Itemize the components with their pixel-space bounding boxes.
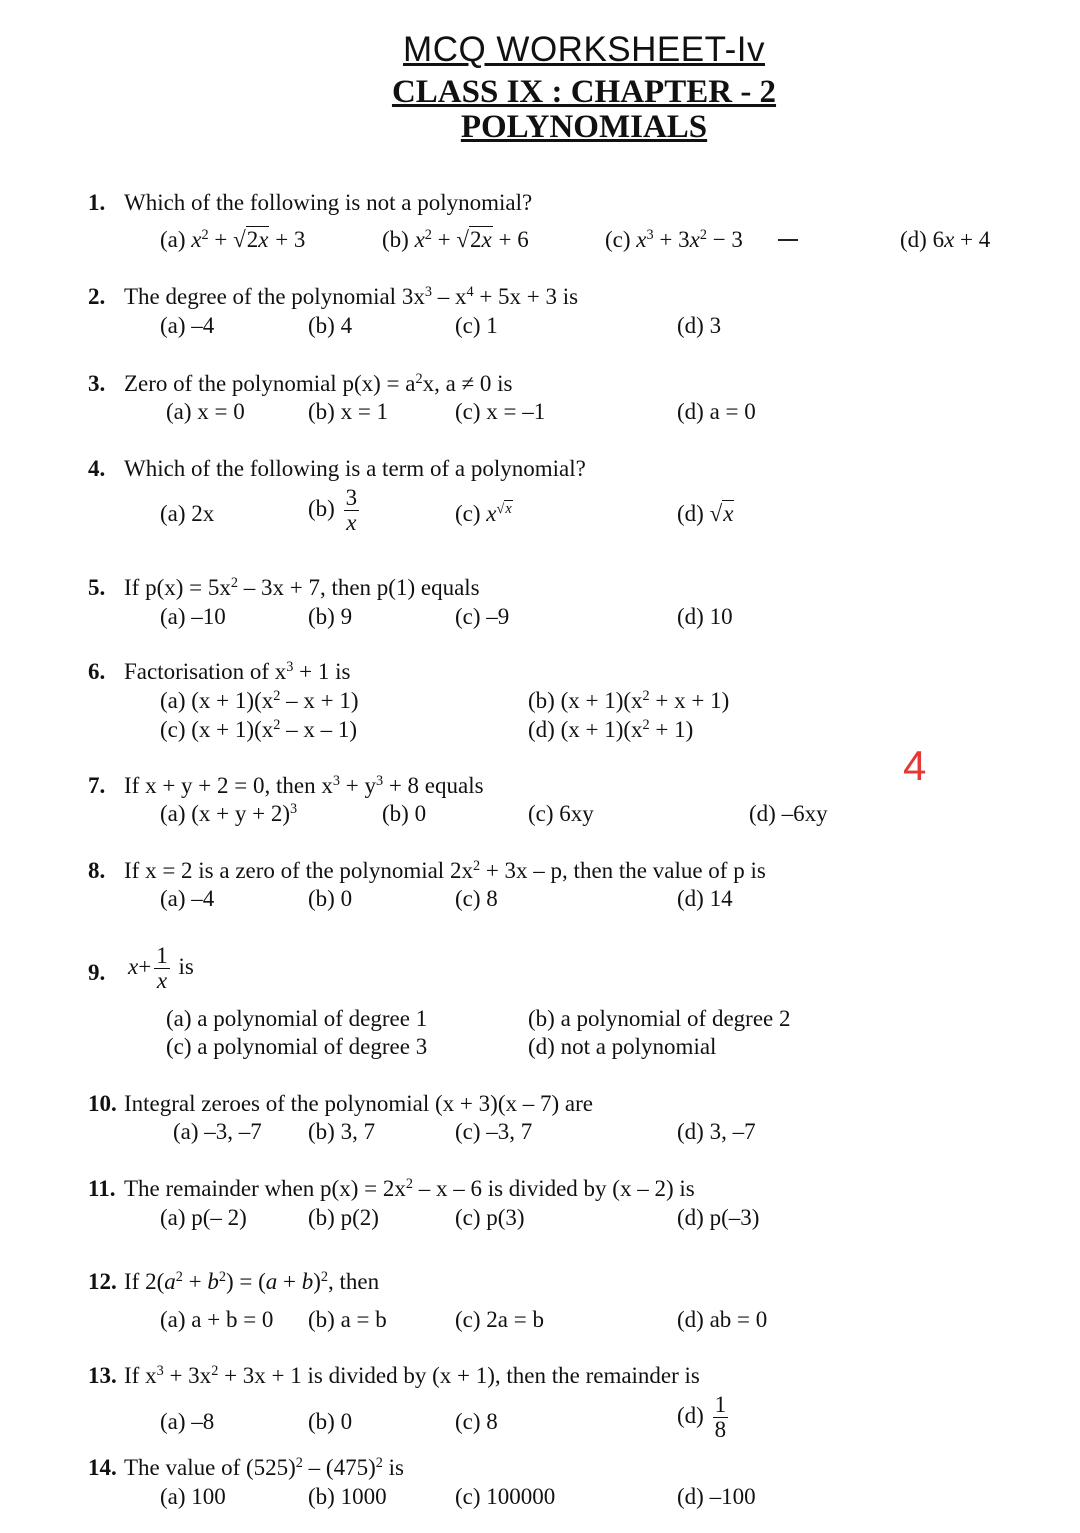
question-option: (b) $x^2 + √2x + 6$	[382, 227, 529, 252]
question-text: If x + y + 2 = 0, then $x^3 + y^3 + 8$ equals	[124, 773, 484, 798]
question-option: (c) x = –1	[455, 399, 546, 424]
question-text: Which of the following is a term of a polynomial?	[124, 456, 586, 481]
question-option: (d) not a polynomial	[528, 1034, 717, 1059]
question-number: 13.	[88, 1363, 117, 1388]
question-option: (d) √x	[677, 501, 734, 526]
question-option: (d) 10	[677, 604, 733, 629]
question-option: (a) $(x + y + 2)^3$	[160, 801, 298, 826]
question-option: (c) 1	[455, 313, 498, 338]
question-option: (d) $(x + 1)(x^2 + 1)$	[528, 717, 694, 742]
question-number: 2.	[88, 284, 106, 309]
question-option: (d) –100	[677, 1484, 756, 1509]
worksheet-title: MCQ WORKSHEET-Iv	[403, 30, 765, 69]
question-option: (c) 2a = b	[455, 1307, 544, 1332]
question-number: 5.	[88, 575, 106, 600]
question-option: (b) a = b	[308, 1307, 387, 1332]
answer-tick-mark	[778, 239, 798, 241]
question-option: (c) a polynomial of degree 3	[166, 1034, 428, 1059]
question-option: (c) p(3)	[455, 1205, 525, 1230]
question-number: 9.	[88, 960, 106, 985]
question-text: If $x^3 + 3x^2 + 3x + 1$ is divided by (x + 1), then the remainder is	[124, 1363, 700, 1388]
question-option: (d) 3	[677, 313, 722, 338]
question-option: (b) 3, 7	[308, 1119, 376, 1144]
question-option: (b) 0	[308, 1409, 353, 1434]
class-chapter-heading: CLASS IX : CHAPTER - 2	[391, 74, 777, 110]
question-option: (a) a polynomial of degree 1	[166, 1006, 428, 1031]
question-text: If $p(x) = 5x^2 - 3x + 7$, then p(1) equals	[124, 575, 480, 600]
question-option: (d) 3, –7	[677, 1119, 756, 1144]
question-text: The degree of the polynomial $3x^3 - x^4 + 5x + 3$ is	[124, 284, 579, 309]
question-text: x+ $\frac{1}{x}$ is	[128, 943, 194, 994]
question-text: Zero of the polynomial $p(x) = a^2x$, a ≠ 0 is	[124, 371, 513, 396]
question-option: (b) 0	[308, 886, 353, 911]
question-option: (c) $(x + 1)(x^2 - x - 1)$	[160, 717, 358, 742]
question-option: (d) 14	[677, 886, 733, 911]
question-number: 10.	[88, 1091, 117, 1116]
question-number: 4.	[88, 456, 106, 481]
question-option: (d) ab = 0	[677, 1307, 768, 1332]
question-option: (d) 6x + 4	[900, 227, 991, 252]
question-option: (c) –9	[455, 604, 510, 629]
question-option: (a) –8	[160, 1409, 215, 1434]
question-option: (a) –10	[160, 604, 226, 629]
question-option: (b) 9	[308, 604, 353, 629]
question-option: (a) –4	[160, 313, 215, 338]
question-option: (a) –4	[160, 886, 215, 911]
question-option: (b) 0	[382, 801, 427, 826]
question-text: If x = 2 is a zero of the polynomial $2x^2 + 3x - p$, then the value of p is	[124, 858, 766, 883]
question-option: (c) $x^3 + 3x^2 - 3$	[605, 227, 743, 252]
question-option: (a) $x^2 + √2x + 3$	[160, 227, 306, 252]
question-option: (d) –6xy	[749, 801, 828, 826]
topic-heading: POLYNOMIALS	[460, 109, 708, 145]
question-number: 8.	[88, 858, 106, 883]
question-option: (d) p(–3)	[677, 1205, 760, 1230]
question-text: Integral zeroes of the polynomial (x + 3)(x – 7) are	[124, 1091, 593, 1116]
question-option: (c) 8	[455, 1409, 498, 1434]
question-text: The remainder when $p(x) = 2x^2 - x - 6$ is divided by (x – 2) is	[124, 1176, 695, 1201]
question-text: Which of the following is not a polynomial?	[124, 190, 533, 215]
question-option: (a) p(– 2)	[160, 1205, 247, 1230]
question-option: (a) $(x + 1)(x^2 - x + 1)$	[160, 688, 359, 713]
question-option: (c) 6xy	[528, 801, 594, 826]
question-text: The value of $(525)^2 - (475)^2$ is	[124, 1455, 404, 1480]
question-text: Factorisation of $x^3 + 1$ is	[124, 659, 351, 684]
question-option: (a) 100	[160, 1484, 226, 1509]
question-option: (a) 2x	[160, 501, 215, 526]
question-option: (b) a polynomial of degree 2	[528, 1006, 791, 1031]
question-number: 6.	[88, 659, 106, 684]
question-option: (b) 4	[308, 313, 353, 338]
question-number: 11.	[88, 1176, 116, 1201]
question-option: (c) –3, 7	[455, 1119, 533, 1144]
question-option: (a) x = 0	[166, 399, 245, 424]
question-number: 1.	[88, 190, 106, 215]
question-option: (c) 100000	[455, 1484, 556, 1509]
question-option: (b) 1000	[308, 1484, 387, 1509]
question-option: (b) $\frac{3}{x}$	[308, 485, 358, 536]
question-number: 14.	[88, 1455, 117, 1480]
question-option: (b) x = 1	[308, 399, 389, 424]
question-text: If $2(a^2 + b^2) = (a + b)^2$, then	[124, 1269, 380, 1294]
question-option: (b) p(2)	[308, 1205, 379, 1230]
question-option: (c) $x^{√x}$	[455, 501, 512, 526]
question-option: (a) –3, –7	[173, 1119, 262, 1144]
question-number: 3.	[88, 371, 106, 396]
question-option: (b) $(x + 1)(x^2 + x + 1)$	[528, 688, 730, 713]
question-number: 12.	[88, 1269, 117, 1294]
question-option: (d) $\frac{1}{8}$	[677, 1392, 727, 1443]
question-option: (d) a = 0	[677, 399, 756, 424]
question-option: (a) a + b = 0	[160, 1307, 274, 1332]
question-number: 7.	[88, 773, 106, 798]
question-option: (c) 8	[455, 886, 498, 911]
handwritten-mark: 4	[903, 742, 927, 789]
